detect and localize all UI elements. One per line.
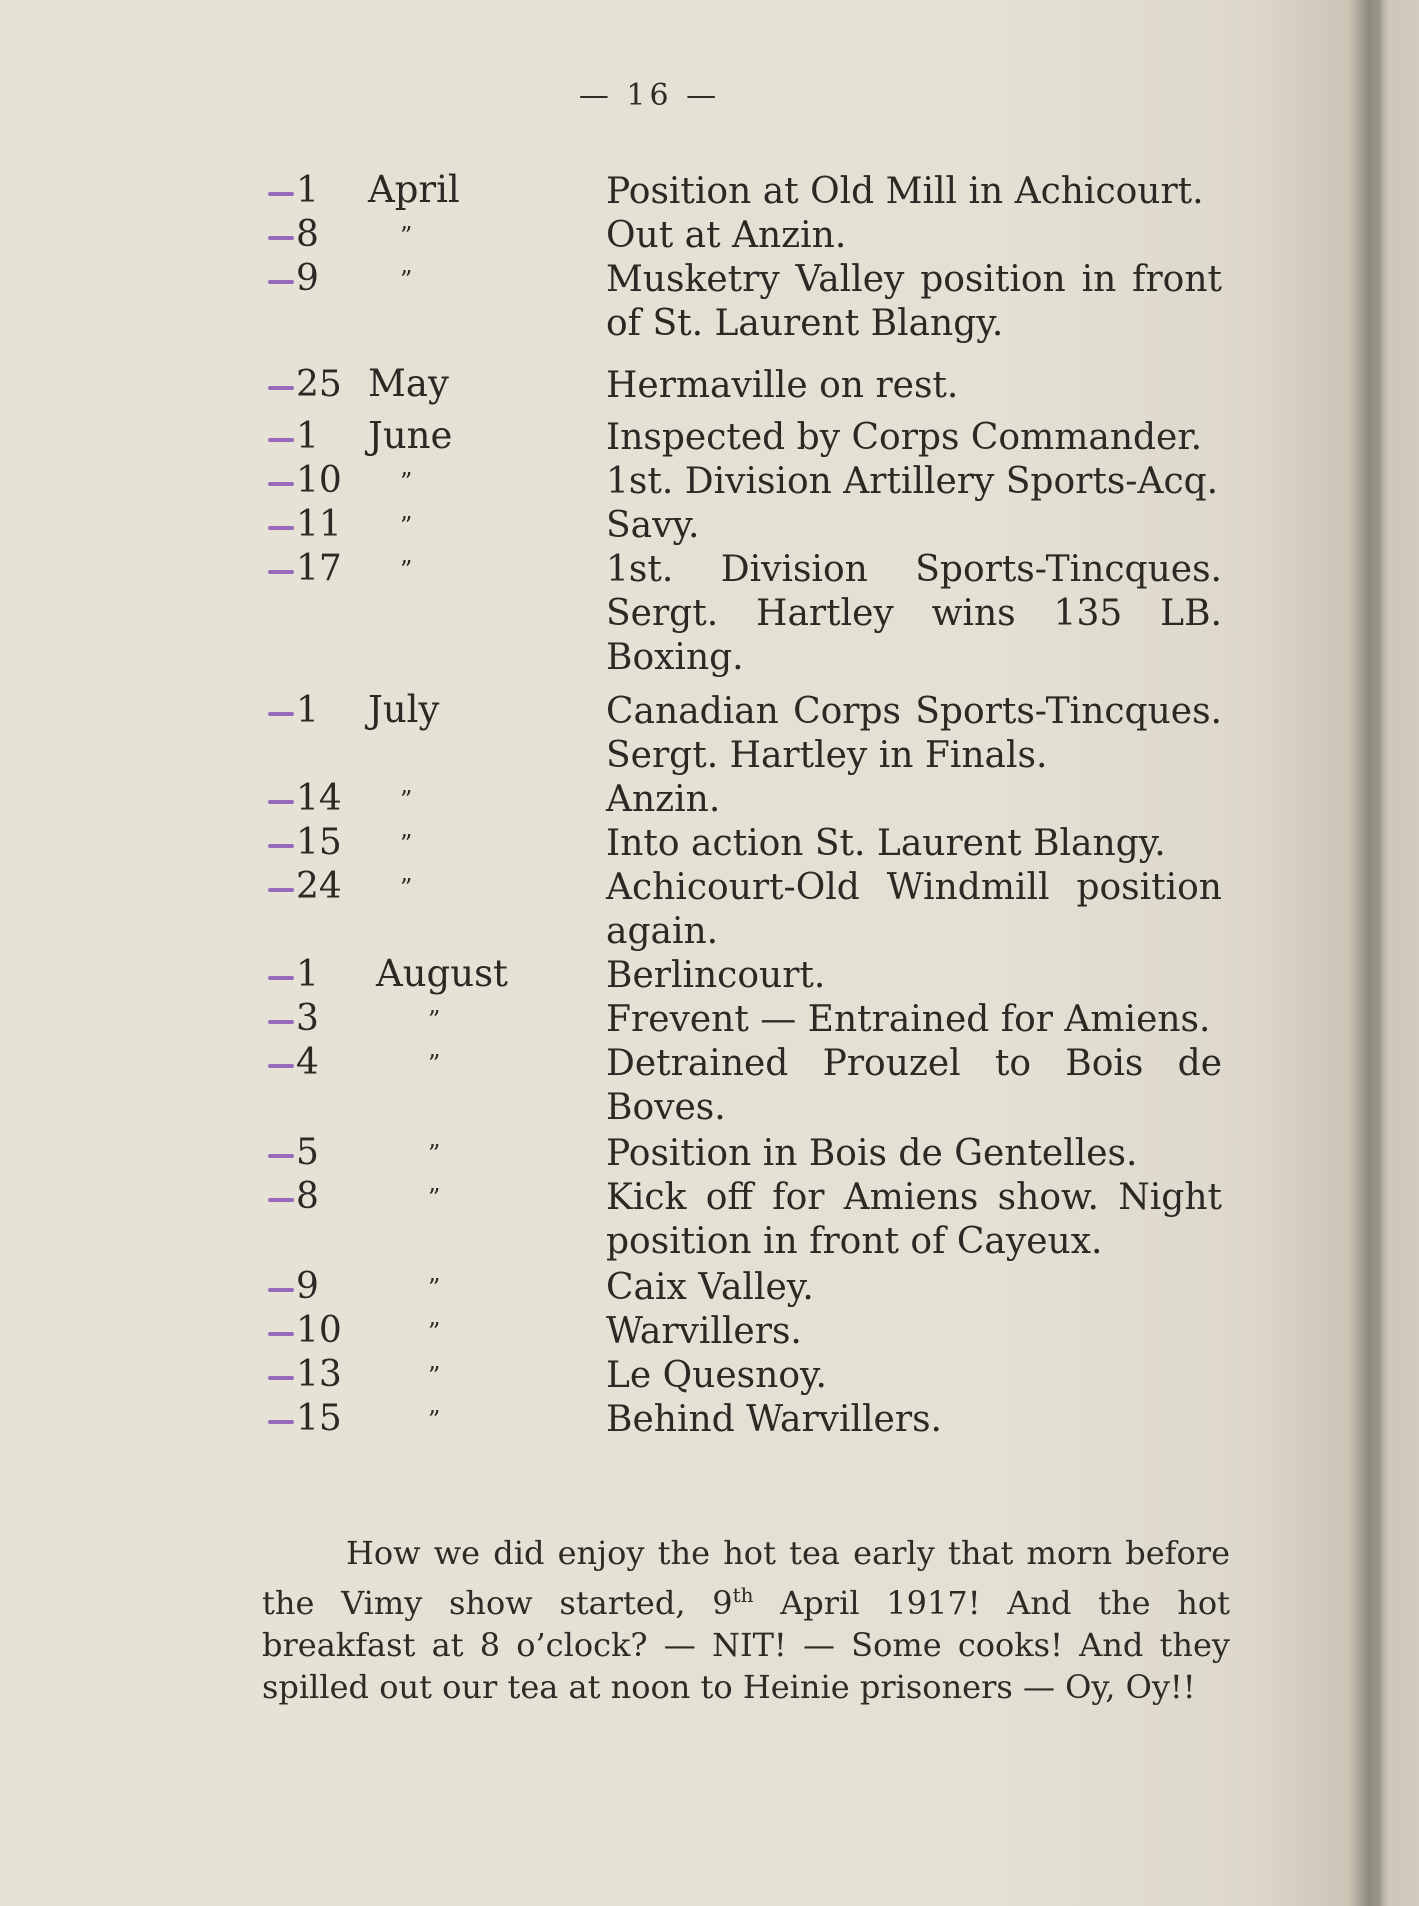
page-number: — 16 — bbox=[578, 78, 721, 113]
diary-entry bbox=[0, 690, 1419, 778]
entry-text: Le Quesnoy. bbox=[606, 1355, 827, 1396]
entry-day: 15 bbox=[296, 1398, 342, 1439]
entry-text: Kick off for Amiens show. Night position in front of Cayeux. bbox=[606, 1177, 1222, 1262]
pencil-tick-icon bbox=[268, 192, 294, 196]
pencil-tick-icon bbox=[268, 844, 294, 848]
entry-text: Musketry Valley position in front of St. Laurent Blangy. bbox=[606, 259, 1222, 344]
entry-month-ditto: ” bbox=[428, 1362, 441, 1390]
entry-day: 5 bbox=[296, 1132, 319, 1173]
pencil-tick-icon bbox=[268, 712, 294, 716]
entry-month-ditto: ” bbox=[428, 1050, 441, 1078]
entry-day: 17 bbox=[296, 548, 342, 589]
pencil-tick-icon bbox=[268, 526, 294, 530]
entry-month-ditto: ” bbox=[428, 1318, 441, 1346]
entry-day: 1 bbox=[296, 416, 319, 457]
entry-text: Detrained Prouzel to Bois de Boves. bbox=[606, 1043, 1222, 1128]
entry-month-ditto: ” bbox=[428, 1140, 441, 1168]
entry-text: 1st. Division Sports-Tincques. Sergt. Hartley wins 135 LB. Boxing. bbox=[606, 549, 1222, 678]
entry-text: 1st. Division Artillery Sports-Acq. bbox=[606, 461, 1219, 502]
pencil-tick-icon bbox=[268, 570, 294, 574]
entry-day: 1 bbox=[296, 690, 319, 731]
entry-month-ditto: ” bbox=[400, 830, 413, 858]
entry-text: Savy. bbox=[606, 505, 700, 546]
entry-month-ditto: ” bbox=[400, 556, 413, 584]
entry-day: 1 bbox=[296, 954, 319, 995]
entry-day: 14 bbox=[296, 778, 342, 819]
entry-day: 1 bbox=[296, 170, 319, 211]
entry-day: 25 bbox=[296, 364, 342, 405]
pencil-tick-icon bbox=[268, 482, 294, 486]
entry-month-ditto: ” bbox=[400, 222, 413, 250]
entry-day: 15 bbox=[296, 822, 342, 863]
entry-text: Out at Anzin. bbox=[606, 215, 847, 256]
diary-entry bbox=[0, 258, 1419, 346]
entry-text: Position at Old Mill in Achicourt. bbox=[606, 171, 1204, 212]
diary-entry bbox=[0, 214, 1419, 258]
pencil-tick-icon bbox=[268, 800, 294, 804]
entry-month: May bbox=[368, 362, 449, 405]
entry-text: Hermaville on rest. bbox=[606, 365, 959, 406]
entry-day: 9 bbox=[296, 258, 319, 299]
pencil-tick-icon bbox=[268, 1154, 294, 1158]
entry-month-ditto: ” bbox=[428, 1406, 441, 1434]
entry-month-ditto: ” bbox=[400, 266, 413, 294]
pencil-tick-icon bbox=[268, 1420, 294, 1424]
closing-paragraph bbox=[262, 1532, 1230, 1708]
pencil-tick-icon bbox=[268, 236, 294, 240]
entry-text: Anzin. bbox=[606, 779, 721, 820]
pencil-tick-icon bbox=[268, 888, 294, 892]
pencil-tick-icon bbox=[268, 1020, 294, 1024]
diary-entry bbox=[0, 1176, 1419, 1264]
pencil-tick-icon bbox=[268, 280, 294, 284]
pencil-tick-icon bbox=[268, 1332, 294, 1336]
entry-month-ditto: ” bbox=[428, 1006, 441, 1034]
diary-entry bbox=[0, 866, 1419, 954]
diary-entry bbox=[0, 778, 1419, 822]
pencil-tick-icon bbox=[268, 976, 294, 980]
entry-day: 11 bbox=[296, 504, 342, 545]
entry-month-ditto: ” bbox=[400, 468, 413, 496]
entry-text: Frevent — Entrained for Amiens. bbox=[606, 999, 1211, 1040]
diary-entry bbox=[0, 954, 1419, 998]
diary-entry bbox=[0, 1266, 1419, 1310]
diary-entry bbox=[0, 548, 1419, 680]
diary-entry bbox=[0, 364, 1419, 408]
entry-month-ditto: ” bbox=[400, 786, 413, 814]
entry-day: 24 bbox=[296, 866, 342, 907]
ordinal-suffix: th bbox=[732, 1583, 754, 1607]
paragraph-text: How we did enjoy the hot tea early that morn before the Vimy show started, 9 bbox=[262, 1534, 1230, 1622]
diary-entry bbox=[0, 1042, 1419, 1130]
entry-text: Canadian Corps Sports-Tincques. Sergt. Hartley in Finals. bbox=[606, 691, 1222, 776]
entry-text: Caix Valley. bbox=[606, 1267, 814, 1308]
entry-text: Behind Warvillers. bbox=[606, 1399, 942, 1440]
diary-entry bbox=[0, 170, 1419, 214]
pencil-tick-icon bbox=[268, 438, 294, 442]
entry-month: June bbox=[368, 414, 453, 457]
diary-entry bbox=[0, 416, 1419, 460]
entry-month: July bbox=[368, 688, 440, 731]
diary-entry bbox=[0, 998, 1419, 1042]
pencil-tick-icon bbox=[268, 1198, 294, 1202]
diary-entry bbox=[0, 1398, 1419, 1442]
entry-text: Berlincourt. bbox=[606, 955, 826, 996]
entry-text: Achicourt-Old Windmill position again. bbox=[606, 867, 1222, 952]
entry-day: 4 bbox=[296, 1042, 319, 1083]
diary-entry bbox=[0, 460, 1419, 504]
diary-entry bbox=[0, 504, 1419, 548]
diary-entry bbox=[0, 822, 1419, 866]
entry-month: April bbox=[368, 168, 460, 211]
entry-day: 9 bbox=[296, 1266, 319, 1307]
entry-month-ditto: ” bbox=[400, 874, 413, 902]
pencil-tick-icon bbox=[268, 1064, 294, 1068]
pencil-tick-icon bbox=[268, 1288, 294, 1292]
entry-text: Warvillers. bbox=[606, 1311, 802, 1352]
entry-day: 10 bbox=[296, 1310, 342, 1351]
diary-entry bbox=[0, 1132, 1419, 1176]
entry-day: 3 bbox=[296, 998, 319, 1039]
diary-entry bbox=[0, 1354, 1419, 1398]
entry-text: Position in Bois de Gentelles. bbox=[606, 1133, 1138, 1174]
entry-day: 13 bbox=[296, 1354, 342, 1395]
entry-month-ditto: ” bbox=[400, 512, 413, 540]
paragraph-text-continued: April 1917! And the hot breakfast at 8 o’clock? — NIT! — Some cooks! And they spilled out our tea at noon to Heinie prisoners — Oy, Oy!! bbox=[262, 1584, 1231, 1706]
entry-month: August bbox=[376, 952, 508, 995]
diary-entry bbox=[0, 1310, 1419, 1354]
entry-month-ditto: ” bbox=[428, 1184, 441, 1212]
pencil-tick-icon bbox=[268, 1376, 294, 1380]
pencil-tick-icon bbox=[268, 386, 294, 390]
entry-day: 8 bbox=[296, 214, 319, 255]
entry-text: Into action St. Laurent Blangy. bbox=[606, 823, 1166, 864]
entry-day: 10 bbox=[296, 460, 342, 501]
entry-month-ditto: ” bbox=[428, 1274, 441, 1302]
entry-text: Inspected by Corps Commander. bbox=[606, 417, 1203, 458]
entry-day: 8 bbox=[296, 1176, 319, 1217]
